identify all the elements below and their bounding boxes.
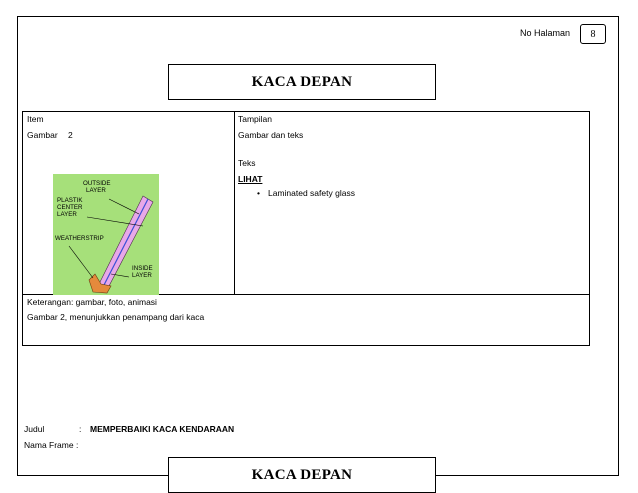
plastik-label-3: LAYER [57, 211, 77, 218]
teks-label: Teks [238, 158, 256, 168]
page-number-value: 8 [590, 28, 596, 40]
footer-title: KACA DEPAN [251, 466, 353, 483]
inside-layer-label-1: INSIDE [132, 265, 153, 272]
title-box-top [168, 64, 436, 100]
judul-colon: : [79, 424, 82, 434]
bullet-marker: • [257, 188, 260, 198]
gambar-label: Gambar [27, 130, 58, 140]
gambar-number: 2 [68, 130, 73, 140]
display-header: Tampilan [238, 114, 273, 124]
frame-name-label: Nama Frame : [24, 440, 79, 450]
keterangan-label: Keterangan: gambar, foto, animasi [27, 297, 157, 307]
page-number-box [580, 24, 606, 44]
column-divider [234, 112, 235, 294]
page-title: KACA DEPAN [251, 73, 353, 90]
content-table [22, 111, 590, 346]
item-header: Item [27, 114, 44, 124]
judul-value: MEMPERBAIKI KACA KENDARAAN [90, 424, 235, 434]
plastik-label-2: CENTER [57, 204, 83, 211]
inside-layer-label-2: LAYER [132, 272, 152, 279]
page-number-label: No Halaman [520, 28, 571, 38]
title-box-bottom [168, 457, 436, 493]
display-value: Gambar dan teks [238, 130, 304, 140]
weatherstrip-label: WEATHERSTRIP [55, 235, 104, 242]
outside-layer-label-1: OUTSIDE [83, 180, 111, 187]
plastik-label-1: PLASTIK [57, 197, 83, 204]
lihat-label: LIHAT [238, 174, 263, 184]
judul-label: Judul [24, 424, 45, 434]
windshield-cross-section-illustration [53, 174, 159, 295]
bullet-item: Laminated safety glass [268, 188, 355, 198]
keterangan-value: Gambar 2, menunjukkan penampang dari kaca [27, 312, 205, 322]
outside-layer-label-2: LAYER [86, 187, 106, 194]
